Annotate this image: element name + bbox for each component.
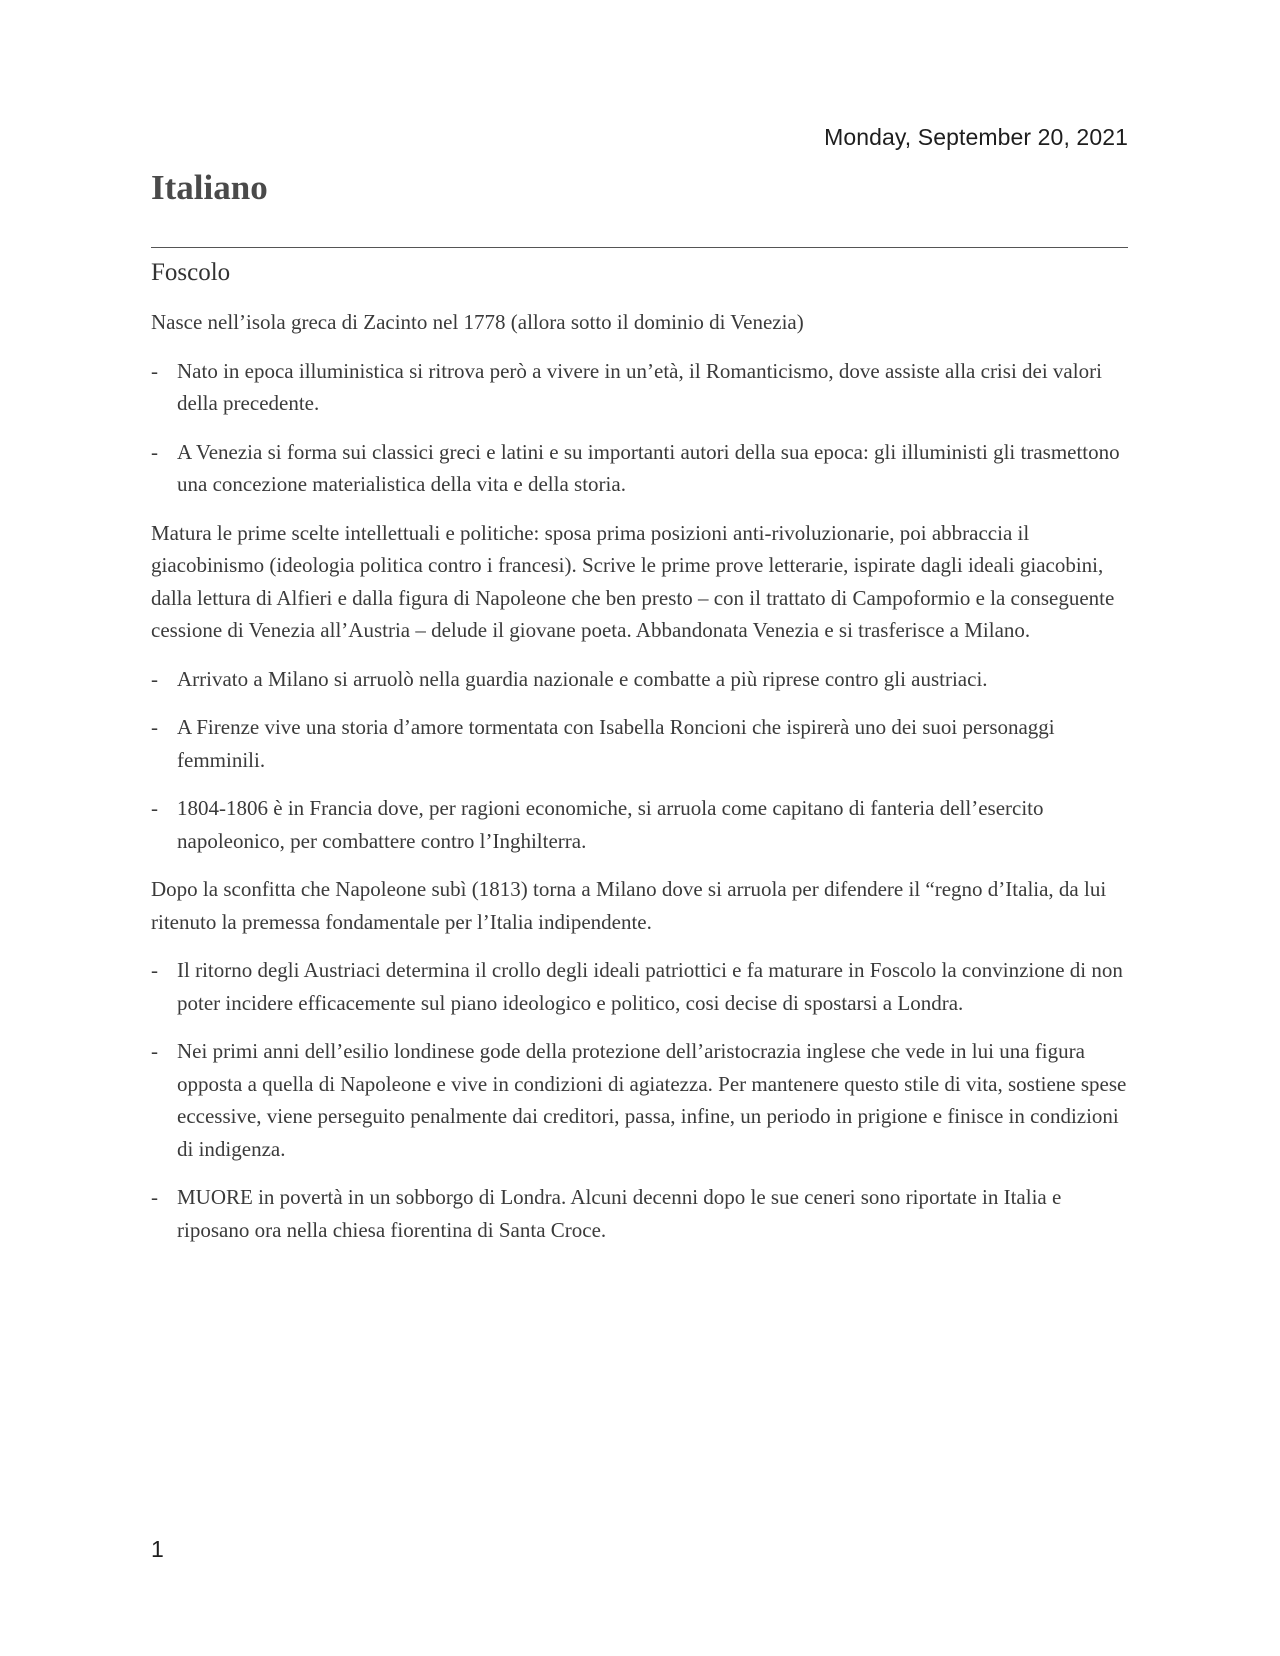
- list-item-text: 1804-1806 è in Francia dove, per ragioni economiche, si arruola come capitano di fanteria dell’esercito napoleonico, per combattere contro l’Inghilterra.: [177, 796, 1044, 853]
- paragraph: Matura le prime scelte intellettuali e politiche: sposa prima posizioni anti-rivoluzionarie, poi abbraccia il giacobinismo (ideologia politica contro i francesi). Scrive le prime prove letterarie, ispirate dagli ideali giacobini, dalla lettura di Alfieri e dalla figura di Napoleone che ben presto – con il trattato di Campoformio e la conseguente cessione di Venezia all’Austria – delude il giovane poeta. Abbandonata Venezia e si trasferisce a Milano.: [151, 520, 1115, 642]
- bullet-dash: -: [151, 958, 158, 982]
- list-item-text: Arrivato a Milano si arruolò nella guardia nazionale e combatte a più riprese contro gli austriaci.: [177, 666, 988, 691]
- list-item-text: A Firenze vive una storia d’amore tormentata con Isabella Roncioni che ispirerà uno dei suoi personaggi femminili.: [177, 715, 1055, 772]
- list-item-text: A Venezia si forma sui classici greci e latini e su importanti autori della sua epoca: gli illuministi gli trasmettono una concezione materialistica della vita e della storia.: [177, 439, 1120, 496]
- title-divider: [151, 247, 1128, 248]
- paragraph: Dopo la sconfitta che Napoleone subì (1813) torna a Milano dove si arruola per difendere il “regno d’Italia, da lui ritenuto la premessa fondamentale per l’Italia indipendente.: [151, 877, 1107, 934]
- paragraph: Nasce nell’isola greca di Zacinto nel 1778 (allora sotto il dominio di Venezia): [151, 310, 804, 334]
- page-title: Italiano: [151, 168, 268, 207]
- list-item: [151, 792, 1128, 857]
- list-item: [151, 355, 1128, 420]
- note-body: [151, 256, 1128, 1262]
- list-item: [151, 436, 1128, 501]
- list-item-text: MUORE in povertà in un sobborgo di Londra. Alcuni decenni dopo le sue ceneri sono riportate in Italia e riposano ora nella chiesa fiorentina di Santa Croce.: [177, 1185, 1062, 1242]
- bullet-dash: -: [151, 358, 158, 383]
- list-item: [151, 954, 1128, 1019]
- section-heading: Foscolo: [151, 259, 231, 286]
- bullet-dash: -: [151, 666, 158, 691]
- bullet-dash: -: [151, 439, 158, 464]
- list-item: [151, 1181, 1128, 1246]
- document-page: [151, 0, 1128, 1656]
- list-item-text: Nato in epoca illuministica si ritrova però a vivere in un’età, il Romanticismo, dove assiste alla crisi dei valori della precedente.: [177, 358, 1102, 415]
- bullet-dash: -: [151, 1039, 158, 1063]
- bullet-dash: -: [151, 1185, 158, 1209]
- bullet-dash: -: [151, 715, 158, 739]
- list-item-text: Il ritorno degli Austriaci determina il crollo degli ideali patriottici e fa maturare in Foscolo la convinzione di non poter incidere efficacemente sul piano ideologico e politico, cosi decise di spostarsi a Londra.: [177, 958, 1123, 1015]
- list-item: [151, 663, 1128, 696]
- note-date: Monday, September 20, 2021: [824, 124, 1128, 150]
- page-number: 1: [151, 1536, 164, 1562]
- bullet-dash: -: [151, 796, 158, 820]
- list-item: [151, 1035, 1128, 1165]
- list-item-text: Nei primi anni dell’esilio londinese gode della protezione dell’aristocrazia inglese che vede in lui una figura opposta a quella di Napoleone e vive in condizioni di agiatezza. Per mantenere questo stile di vita, sostiene spese eccessive, viene perseguito penalmente dai creditori, passa, infine, un periodo in prigione e finisce in condizioni di indigenza.: [177, 1039, 1127, 1161]
- list-item: [151, 711, 1128, 776]
